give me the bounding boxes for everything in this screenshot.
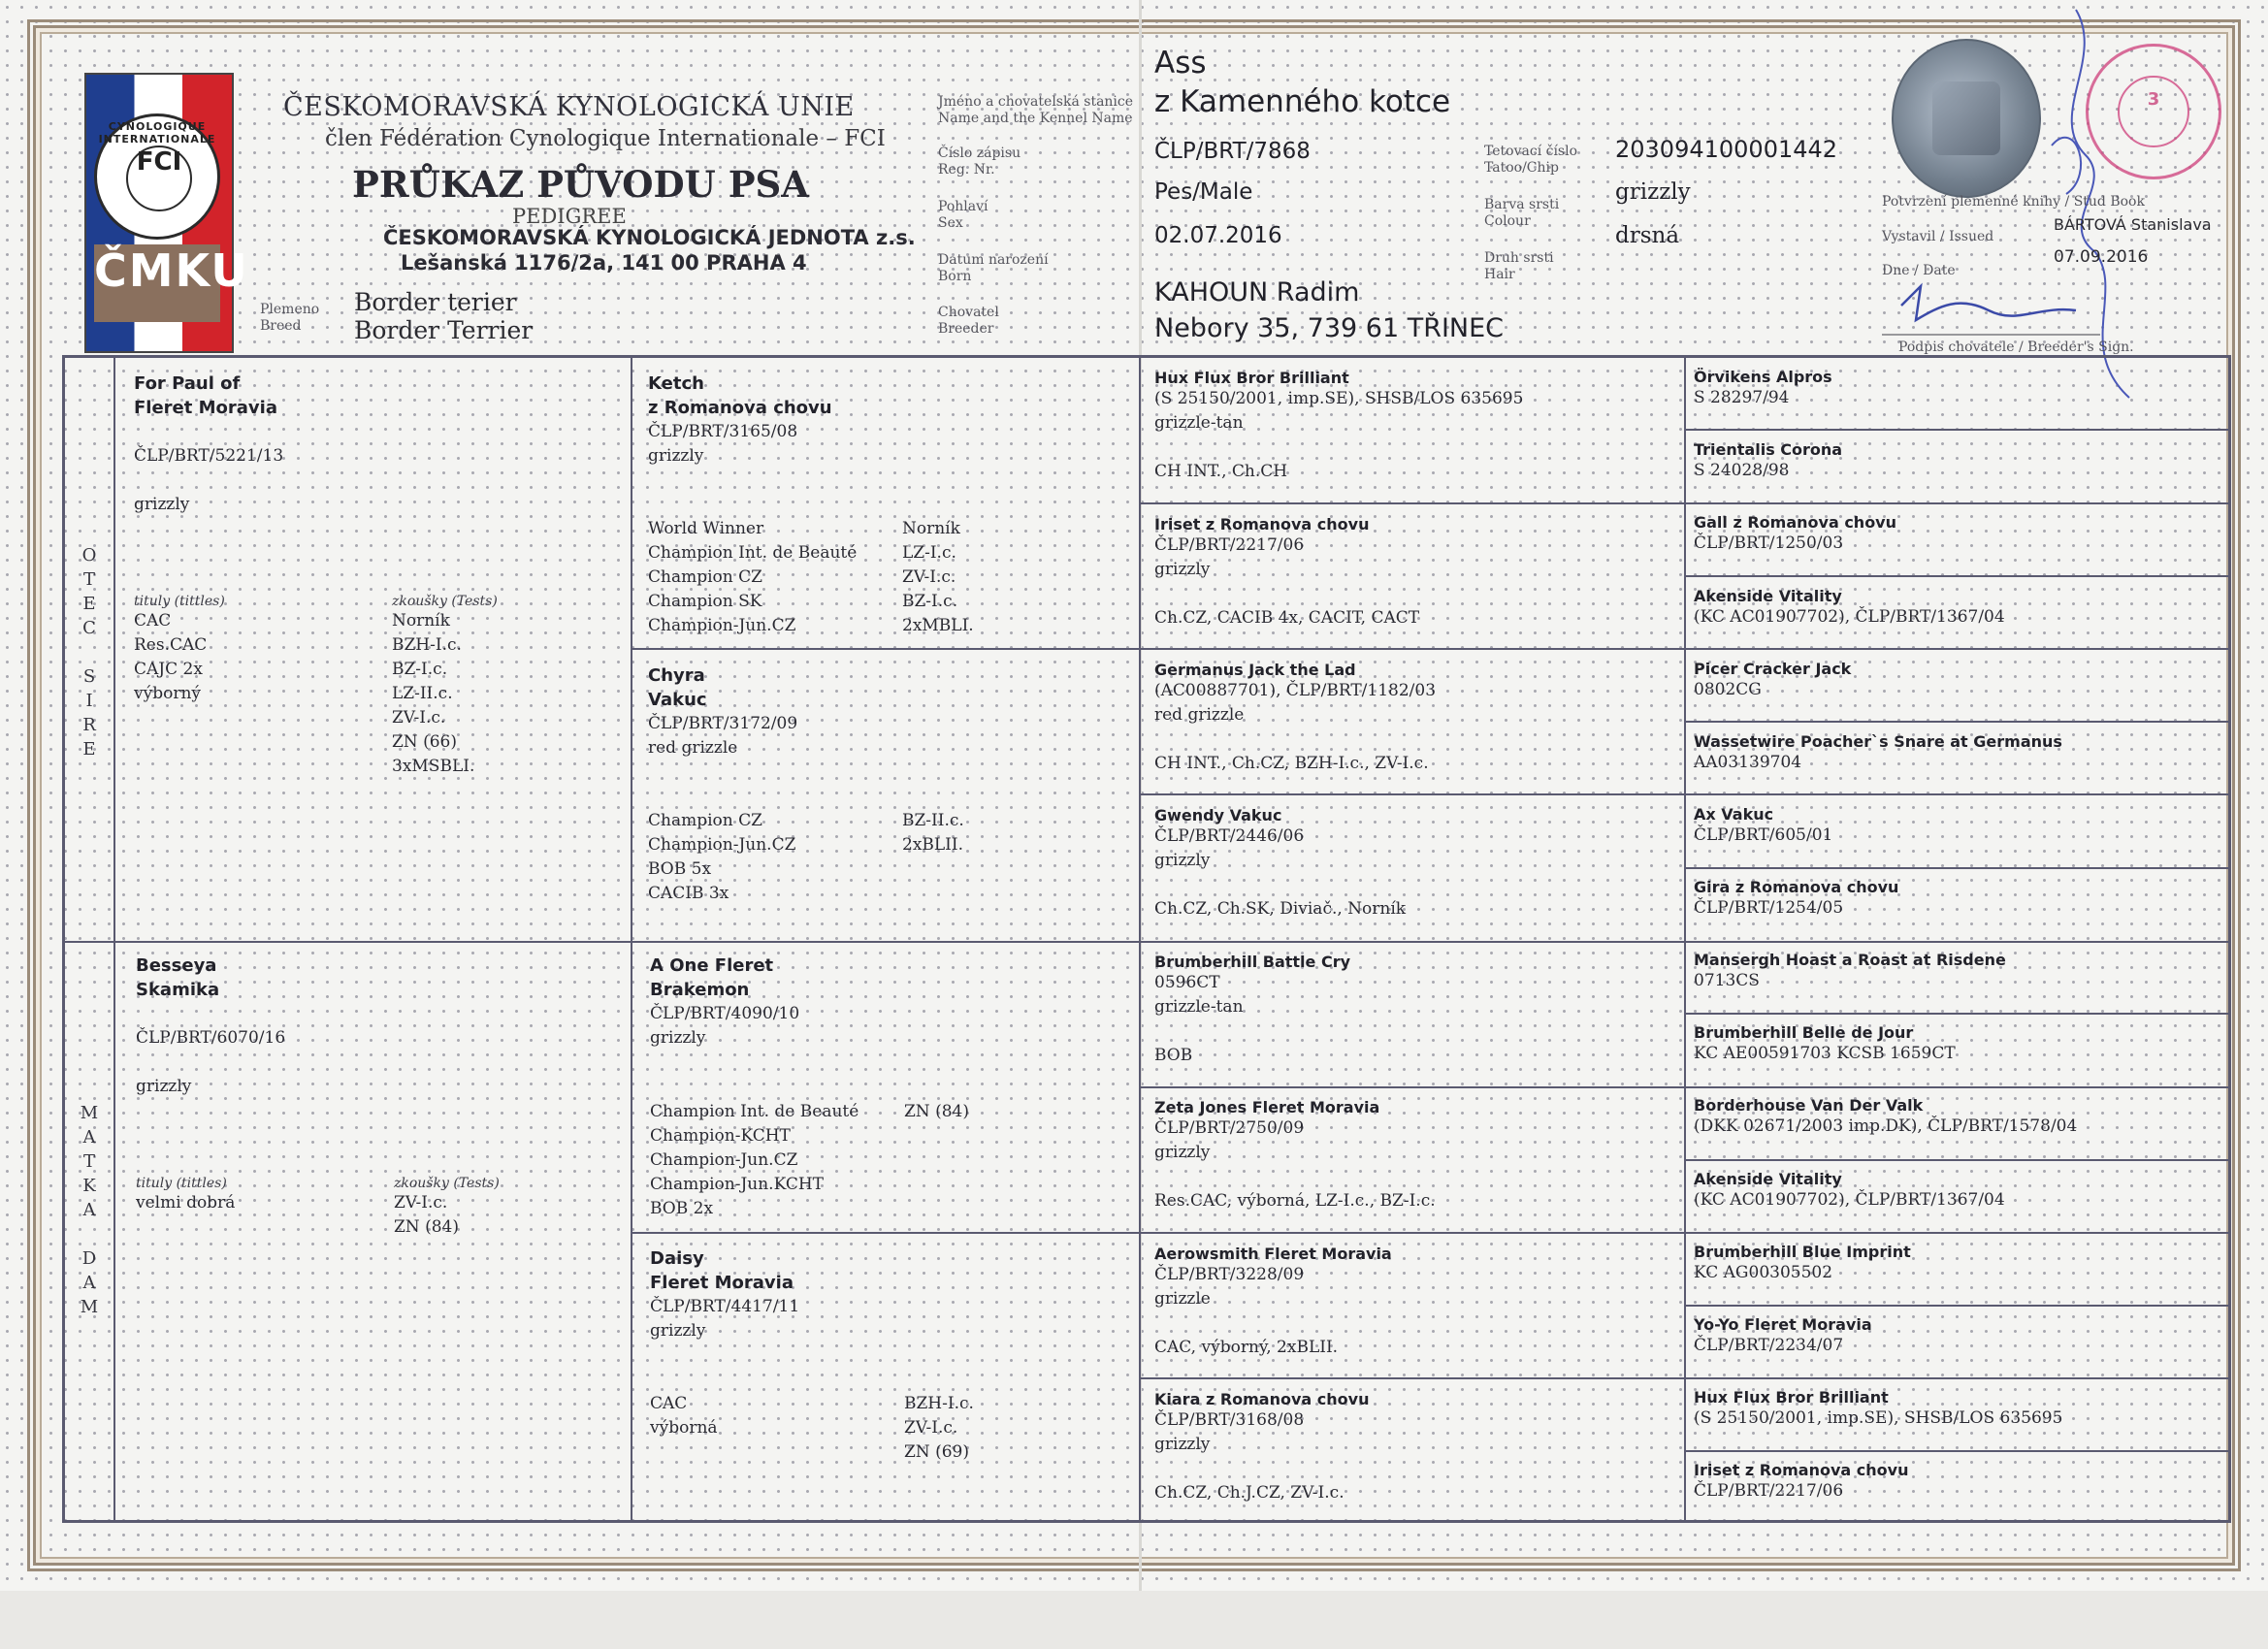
dog-sex: Pes/Male (1154, 179, 1253, 205)
gen2-tests-3: ZN (84) (904, 1102, 969, 1121)
breeder-info: KAHOUN Radim Nebory 35, 739 61 TŘINEC (1154, 277, 1505, 343)
gen4-entry-1: Örvikens Alpros S 28297/94 (1694, 368, 1832, 407)
col-divider-3 (1684, 355, 1686, 1523)
scan-background (0, 1591, 2268, 1649)
gen2-tests-1: Norník LZ-I.c. ZV-I.c. BZ-I.c. 2xMBLI. (902, 519, 974, 635)
gen4-entry-8: Gira z Romanova chovu ČLP/BRT/1254/05 (1694, 878, 1899, 918)
gen4-entry-12: Akenside Vitality (KC AC01907702), ČLP/BRT/1367/04 (1694, 1170, 2005, 1210)
row-divider-s5 (1684, 721, 2231, 723)
sire-titles: tituly (tittles) CAC Res.CAC CAJC 2x výborný (134, 594, 225, 703)
dog-chip: 203094100001442 (1615, 136, 1838, 163)
stud-book-stamp-icon: 3 (2086, 44, 2221, 179)
gen3-entry-4: Gwendy Vakuc ČLP/BRT/2446/06 grizzly Ch.CZ, Ch.SK, Diviač., Norník (1154, 806, 1407, 919)
row-divider-e7 (1139, 1377, 2231, 1379)
breeder-signature-icon (1882, 267, 2105, 344)
dog-hair: drsná (1615, 223, 1680, 248)
label-name: Jméno a chovatelská stanice Name and the Kennel Name (938, 94, 1134, 126)
gen2-entry-4: Daisy Fleret Moravia ČLP/BRT/4417/11 grizzly (650, 1248, 800, 1341)
label-hair: Druh srsti Hair (1484, 250, 1554, 282)
dam-side-label: M A T K A D A M (80, 1103, 99, 1317)
label-born: Datum narození Born (938, 252, 1049, 284)
gen4-entry-14: Yo-Yo Fleret Moravia ČLP/BRT/2234/07 (1694, 1315, 1872, 1355)
row-divider-e3 (1139, 793, 2231, 795)
gen2-titles-2: Champion CZ Champion-Jun.CZ BOB 5x CACIB 3x (648, 811, 796, 903)
col-divider-2 (1139, 355, 1141, 1523)
org-name: ČESKOMORAVSKÁ KYNOLOGICKÁ UNIE (283, 92, 855, 122)
dog-reg: ČLP/BRT/7868 (1154, 139, 1311, 164)
label-breeder: Chovatel Breeder (938, 305, 999, 337)
gen3-entry-2: Iriset z Romanova chovu ČLP/BRT/2217/06 grizzly Ch.CZ, CACIB 4x, CACIT, CACT (1154, 515, 1420, 628)
breed-cz: Border terier (354, 288, 517, 316)
gen2-titles-1: World Winner Champion Int. de Beauté Champion CZ Champion SK Champion-Jun.CZ (648, 519, 858, 635)
gen4-entry-3: Gall z Romanova chovu ČLP/BRT/1250/03 (1694, 513, 1896, 553)
pedigree-table (62, 355, 2231, 1523)
gen4-entry-10: Brumberhill Belle de Jour KC AE00591703 KCSB 1659CT (1694, 1023, 1956, 1063)
row-divider-s1 (1684, 429, 2231, 431)
fci-ring-text: CYNOLOGIQUE INTERNATIONALE (98, 120, 216, 146)
issued-by: BÁRTOVÁ Stanislava (2054, 215, 2212, 234)
sire-side-label: O T E C S I R E (81, 545, 97, 760)
dog-name: Ass z Kamenného kotce (1154, 46, 1451, 119)
fci-logo-icon (94, 113, 220, 240)
issued-label: Vystavil / Issued (1882, 229, 1994, 244)
gen3-entry-7: Aerowsmith Fleret Moravia ČLP/BRT/3228/09 grizzle CAC, výborný, 2xBLII. (1154, 1245, 1392, 1357)
gen4-entry-6: Wassetwire Poacher`s Snare at Germanus AA03139704 (1694, 732, 2062, 772)
gen2-titles-4: CAC výborná (650, 1394, 718, 1438)
gen3-entry-1: Hux Flux Bror Brilliant (S 25150/2001, imp.SE), SHSB/LOS 635695 grizzle-tan CH INT., Ch.CH (1154, 369, 1524, 481)
dog-born: 02.07.2016 (1154, 223, 1282, 248)
gen3-entry-3: Germanus Jack the Lad (AC00887701), ČLP/BRT/1182/03 red grizzle CH INT., Ch.CZ, BZH-I.c., ZV-I.c. (1154, 661, 1437, 773)
side-divider (113, 355, 115, 1523)
gen4-entry-9: Mansergh Hoast a Roast at Risdene 0713CS (1694, 951, 2006, 990)
label-tattoo: Tetovací číslo Tatoo/Chip (1484, 144, 1578, 176)
breed-label: Plemeno Breed (260, 302, 320, 334)
org-membership: člen Fédération Cynologique Internationale – FCI (325, 126, 886, 151)
gen4-entry-7: Ax Vakuc ČLP/BRT/605/01 (1694, 805, 1833, 845)
date-label: Dne / Date (1882, 263, 1956, 278)
row-divider-s7 (1684, 867, 2231, 869)
label-sex: Pohlaví Sex (938, 199, 988, 231)
gen4-entry-5: Picer Cracker Jack 0802CG (1694, 660, 1852, 699)
row-divider-s3 (1684, 575, 2231, 577)
cmku-logo-icon: ČMKU (94, 244, 220, 322)
studbook-label: Potvrzení plemenné knihy / Stud Book (1882, 194, 2145, 210)
row-divider-q1 (631, 648, 2231, 650)
dam-entry: Besseya Skamika ČLP/BRT/6070/16 grizzly (136, 955, 286, 1096)
row-divider-q3 (631, 1232, 2231, 1234)
document-subtitle: PEDIGREE (512, 205, 627, 228)
dog-colour: grizzly (1615, 179, 1691, 205)
gen4-entry-4: Akenside Vitality (KC AC01907702), ČLP/BRT/1367/04 (1694, 587, 2005, 627)
row-divider-e1 (1139, 502, 2231, 504)
issued-date: 07.09.2016 (2054, 247, 2149, 267)
row-divider-e5 (1139, 1086, 2231, 1088)
row-divider-s13 (1684, 1305, 2231, 1307)
row-divider-s15 (1684, 1450, 2231, 1452)
gen4-entry-11: Borderhouse Van Der Valk (DKK 02671/2003 imp.DK), ČLP/BRT/1578/04 (1694, 1096, 2078, 1136)
gen2-titles-3: Champion Int. de Beauté Champion-KCHT Champion-Jun.CZ Champion-Jun.KCHT BOB 2x (650, 1102, 859, 1218)
fci-logo-text: FCI (126, 146, 192, 211)
gen3-entry-8: Kiara z Romanova chovu ČLP/BRT/3168/08 grizzly Ch.CZ, Ch.J.CZ, ZV-I.c. (1154, 1390, 1370, 1503)
label-reg: Číslo zápisu Reg. Nr. (938, 146, 1021, 178)
gen4-entry-2: Trientalis Corona S 24028/98 (1694, 440, 1843, 480)
col-divider-1 (631, 355, 632, 1523)
gen3-entry-5: Brumberhill Battle Cry 0596CT grizzle-tan BOB (1154, 953, 1351, 1065)
document-title: PRŮKAZ PŮVODU PSA (352, 163, 809, 206)
gen2-tests-2: BZ-II.c. 2xBLII. (902, 811, 964, 855)
hologram-icon (1892, 39, 2041, 198)
row-divider-s9 (1684, 1013, 2231, 1015)
breeder-sign-label: Podpis chovatele / Breeder's Sign. (1898, 340, 2134, 355)
gen2-entry-3: A One Fleret Brakemon ČLP/BRT/4090/10 grizzly (650, 955, 800, 1048)
row-divider-s11 (1684, 1159, 2231, 1161)
club-name: ČESKOMORAVSKÁ KYNOLOGICKÁ JEDNOTA z.s. (383, 226, 916, 249)
label-colour: Barva srsti Colour (1484, 197, 1560, 229)
gen2-tests-4: BZH-I.c. ZV-I.c. ZN (69) (904, 1394, 974, 1462)
gen4-entry-13: Brumberhill Blue Imprint KC AG00305502 (1694, 1243, 1911, 1282)
gen2-entry-2: Chyra Vakuc ČLP/BRT/3172/09 red grizzle (648, 665, 798, 758)
breed-en: Border Terrier (354, 316, 534, 344)
gen3-entry-6: Zeta Jones Fleret Moravia ČLP/BRT/2750/09 grizzly Res.CAC, výborná, LZ-I.c., BZ-I.c. (1154, 1098, 1436, 1211)
dam-titles: tituly (tittles) velmi dobrá (136, 1176, 236, 1212)
gen4-entry-15: Hux Flux Bror Brilliant (S 25150/2001, imp.SE), SHSB/LOS 635695 (1694, 1388, 2063, 1428)
gen4-entry-16: Iriset z Romanova chovu ČLP/BRT/2217/06 (1694, 1461, 1909, 1501)
sire-entry: For Paul of Fleret Moravia ČLP/BRT/5221/13 grizzly (134, 373, 284, 514)
row-divider-half (62, 941, 2231, 943)
club-address: Lešanská 1176/2a, 141 00 PRAHA 4 (401, 251, 807, 275)
gen2-entry-1: Ketch z Romanova chovu ČLP/BRT/3165/08 grizzly (648, 373, 832, 466)
dam-tests: zkoušky (Tests) ZV-I.c. ZN (84) (394, 1176, 500, 1237)
sire-tests: zkoušky (Tests) Norník BZH-I.c. BZ-I.c. LZ-II.c. ZV-I.c. ZN (66) 3xMSBLI. (392, 594, 498, 776)
logo (84, 73, 249, 353)
